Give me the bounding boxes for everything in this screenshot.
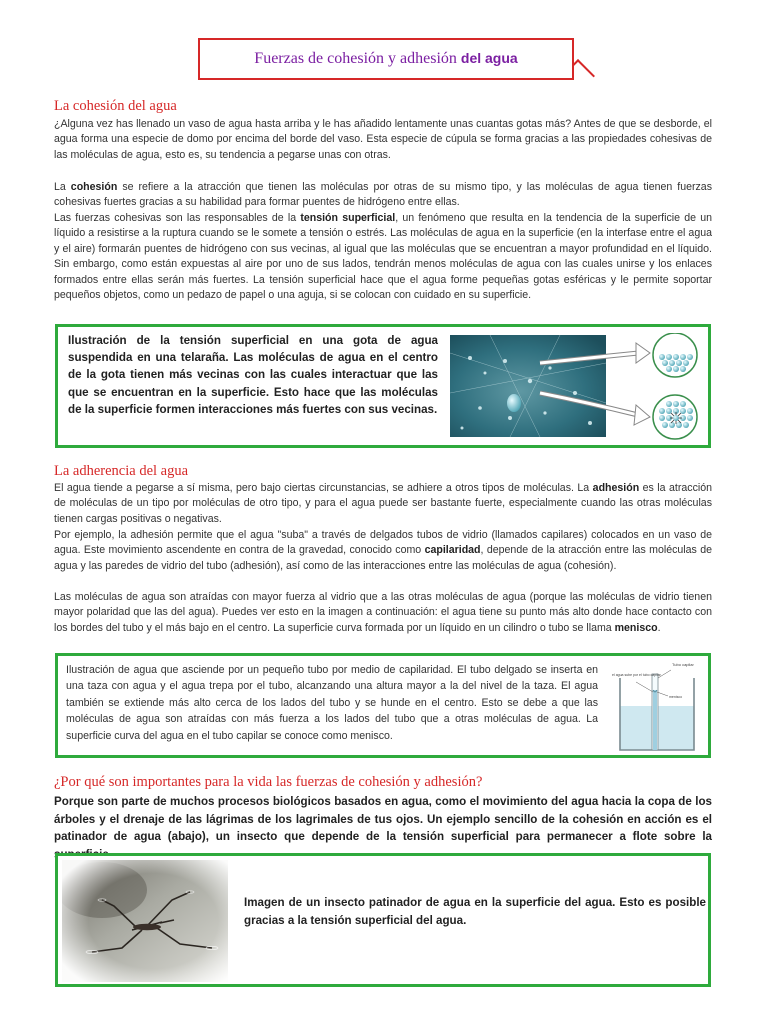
paragraph-meniscus — [54, 590, 712, 636]
photo-background — [450, 335, 606, 437]
figure-box-spiderweb-drop — [55, 324, 711, 448]
paragraph-cohesion-intro: ¿Alguna vez has llenado un vaso de agua hasta arriba y le has añadido lentamente unas cuantas gotas más? Antes de que se desborde, el agua forma una especie de domo por encima del borde del vaso. Esta especie de cúpula se forma gracias a las propiedades cohesivas de las moléculas de agua, esto es, su tendencia a pegarse unas con otras. — [54, 118, 712, 161]
bold-term-surface-tension: tensión superficial — [300, 212, 396, 224]
text-run: es la atracción de moléculas de un tipo por moléculas de otro tipo, y para el agua puede ser bastante fuerte, especialmente cuando las otras moléculas tienen cargas positivas o negativas. — [54, 482, 713, 525]
bold-term-cohesion: cohesión — [70, 181, 118, 193]
bold-term-adhesion: adhesión — [592, 482, 640, 494]
section-heading-importance: ¿Por qué son importantes para la vida las fuerzas de cohesión y adhesión? — [54, 774, 483, 790]
label-capillary-tube: Tubo capilar — [672, 662, 694, 667]
label-meniscus: menisco — [669, 695, 683, 699]
caption-water-strider: Imagen de un insecto patinador de agua en la superficie del agua. Esto es posible gracias a la tensión superficial del agua. — [244, 896, 706, 927]
paragraph-importance: Porque son parte de muchos procesos biológicos basados en agua, como el movimiento del agua hacia la copa de los árboles y el drenaje de las lágrimas de los lagrimales de tus ojos. Un ejemplo sencillo de la cohesión en acción es el patinador de agua (abajo), un insecto que depende de la tensión superficial para permanecer a flote sobre la — [54, 795, 712, 844]
section-heading-cohesion: La cohesión del agua — [54, 98, 177, 114]
figure-box-water-strider — [55, 853, 711, 987]
section-heading-adhesion: La adherencia del agua — [54, 463, 189, 479]
page-title-bold: del agua — [460, 50, 518, 66]
figure-box-capillary — [55, 653, 711, 758]
text-run: La — [54, 181, 71, 193]
paragraph-surface-tension — [54, 211, 712, 303]
arrow-icon — [634, 405, 650, 425]
text-run: , un fenómeno que resulta en la tendencia de la superficie de un líquido a resistirse a la ruptura cuando se le somete a tensión o estrés. Las moléculas de agua en la superficie (en la interfase entre el agua y el aire) formarán puentes de hidrógeno con sus vecinas, al igual que las moléculas que se encuentran a mayor profundidad en el líquido. Sin embargo, como están expuestas al aire por uno de sus lados, tendrán menos moléculas de agua con las cuales unirse y los enlaces formados entre ellas serán más fuertes. La tensión superficial hace que el agua forme pequeñas gotas esféricas y le permite soportar pequeños objetos, como un pedazo de papel o una aguja, si se colocan con cuidado en su superficie. — [54, 212, 713, 302]
bold-term-meniscus: menisco — [614, 621, 658, 634]
arrow-icon — [636, 343, 650, 363]
label-water-rises: el agua sube por el tubo capilar — [612, 673, 661, 677]
text-run: , depende de la atracción entre las moléculas de agua y las paredes de vidrio del tubo (adhesión), así como de las interacciones entre las moléculas de agua (cohesión). — [54, 544, 712, 572]
title-banner — [198, 38, 574, 80]
page-title — [254, 50, 517, 68]
spiderweb-drop-image — [450, 333, 702, 443]
text-run: Las fuerzas cohesivas son las responsables de la — [54, 212, 301, 224]
paragraph-adhesion-definition — [54, 481, 712, 527]
paragraph-capillarity — [54, 528, 712, 574]
text-run: se refiere a la atracción que tienen las moléculas por otras de su mismo tipo, y las moléculas de agua tienen fuerzas cohesivas fuertes gracias a su habilidad para formar puentes de hidrógeno entre ellas. — [54, 181, 712, 209]
caption-capillary: Ilustración de agua que asciende por un pequeño tubo por medio de capilaridad. El tubo delgado se inserta en una taza con agua y el agua trepa por el tubo, alcanzando una altura mayor a la del nivel de la taza. El agua también se extiende más alto cerca de los lados del tubo y se hunde en el centro. Esto se debe a que las moléculas de agua son atraídas con más fuerza a los lados del tubo que a otras moléculas de agua. La superficie curva del agua en el tubo capilar se conoce como menisco. — [66, 664, 598, 742]
page-title-main: Fuerzas de cohesión y adhesión — [254, 50, 457, 67]
text-run: Las moléculas de agua son atraídas con mayor fuerza al vidrio que a las otras moléculas de agua (porque las moléculas de vidrio tienen mayor polaridad que las del agua). Puedes ver esto en la imagen a continuación: el agua tiene su punto más alto donde hace contacto con los bordes del tubo y el más bajo en el centro. La superficie curva formada por un líquido en un cilindro o tubo se llama — [54, 591, 712, 634]
capillary-diagram — [610, 660, 704, 754]
text-run: . — [657, 621, 661, 634]
water-strider-photo — [62, 860, 228, 982]
tube-water-column — [653, 690, 657, 750]
text-run: El agua tiende a pegarse a sí misma, pero bajo ciertas circunstancias, se adhiere a otros tipos de moléculas. La — [54, 482, 593, 494]
caption-spiderweb-drop: Ilustración de la tensión superficial en una gota de agua suspendida en una telaraña. Las moléculas de agua en el centro de la gota tienen más vecinas con las cuales interactuar que las que se encuentran en la superficie. Esto hace que las moléculas de la superficie formen interacciones más fuertes con sus vecinas. — [68, 334, 438, 416]
text-run: Por ejemplo, la adhesión permite que el agua "suba" a través de delgados tubos de vidrio (llamados capilares) colocados en un vaso de agua. Este movimiento ascendente en contra de la gravedad, conocido como — [54, 529, 712, 557]
paragraph-cohesion-definition — [54, 180, 712, 211]
water-drop — [507, 394, 521, 412]
bold-term-capillarity: capilaridad — [424, 544, 481, 557]
